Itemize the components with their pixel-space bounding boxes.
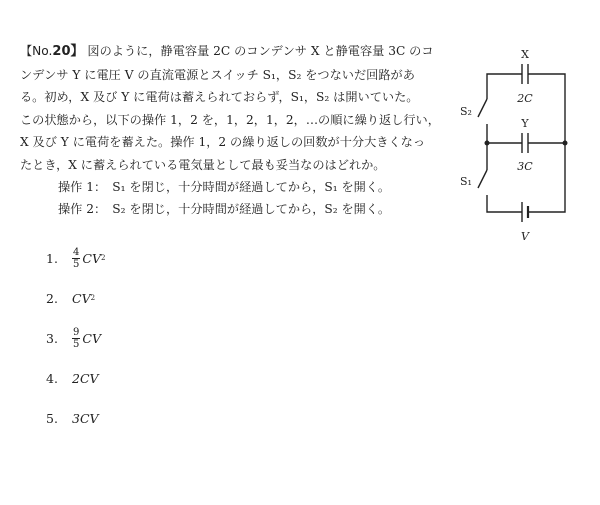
problem-number: 【No.20】 <box>20 44 84 59</box>
junction-dot <box>563 141 568 146</box>
problem-line: る。初め，X 及び Y に電荷は蓄えられておらず，S₁，S₂ は開いていた。 <box>20 90 419 104</box>
problem-line: たとき，X に蓄えられている電気量として最も妥当なのはどれか。 <box>20 157 386 172</box>
label-3c: 3C <box>517 160 533 173</box>
choice-5[interactable]: 5. 3CV <box>46 410 99 426</box>
problem-line: X 及び Y に電荷を蓄えた。操作 1，2 の繰り返しの回数が十分大きくなっ <box>20 135 426 149</box>
choice-3[interactable]: 3. $\frac{9}{5}$ CV <box>46 326 101 350</box>
problem-line: 【No.20】 図のように，静電容量 2C のコンデンサ X と静電容量 3C のコ <box>20 44 434 59</box>
problem-line: この状態から，以下の操作 1，2 を，1，2，1，2，…の順に繰り返し行い， <box>20 112 440 127</box>
label-y: Y <box>521 117 529 130</box>
switch-s1 <box>478 170 487 188</box>
wire <box>487 195 522 212</box>
choice-4[interactable]: 4. 2CV <box>46 370 99 386</box>
fraction: $\frac{4}{5}$ <box>73 246 80 270</box>
label-2c: 2C <box>517 92 533 105</box>
choice-1[interactable]: 1. $\frac{4}{5}$ CV 2 <box>46 246 106 270</box>
problem-line: ンデンサ Y に電圧 V の直流電源とスイッチ S₁，S₂ をつないだ回路があ <box>20 67 415 82</box>
label-s2: S₂ <box>460 105 472 118</box>
switch-s2 <box>478 99 487 117</box>
choice-2[interactable]: 2. CV 2 <box>46 290 96 306</box>
operation-2: 操作 2： S₂ を閉じ，十分時間が経過してから，S₂ を開く。 <box>58 202 391 216</box>
wire <box>487 124 522 143</box>
operation-1: 操作 1： S₁ を閉じ，十分時間が経過してから，S₁ を開く。 <box>58 180 391 194</box>
junction-dot <box>485 141 490 146</box>
fraction: $\frac{9}{5}$ <box>73 326 80 350</box>
label-v: V <box>521 230 529 243</box>
label-s1: S₁ <box>460 175 472 188</box>
label-x: X <box>521 48 529 61</box>
